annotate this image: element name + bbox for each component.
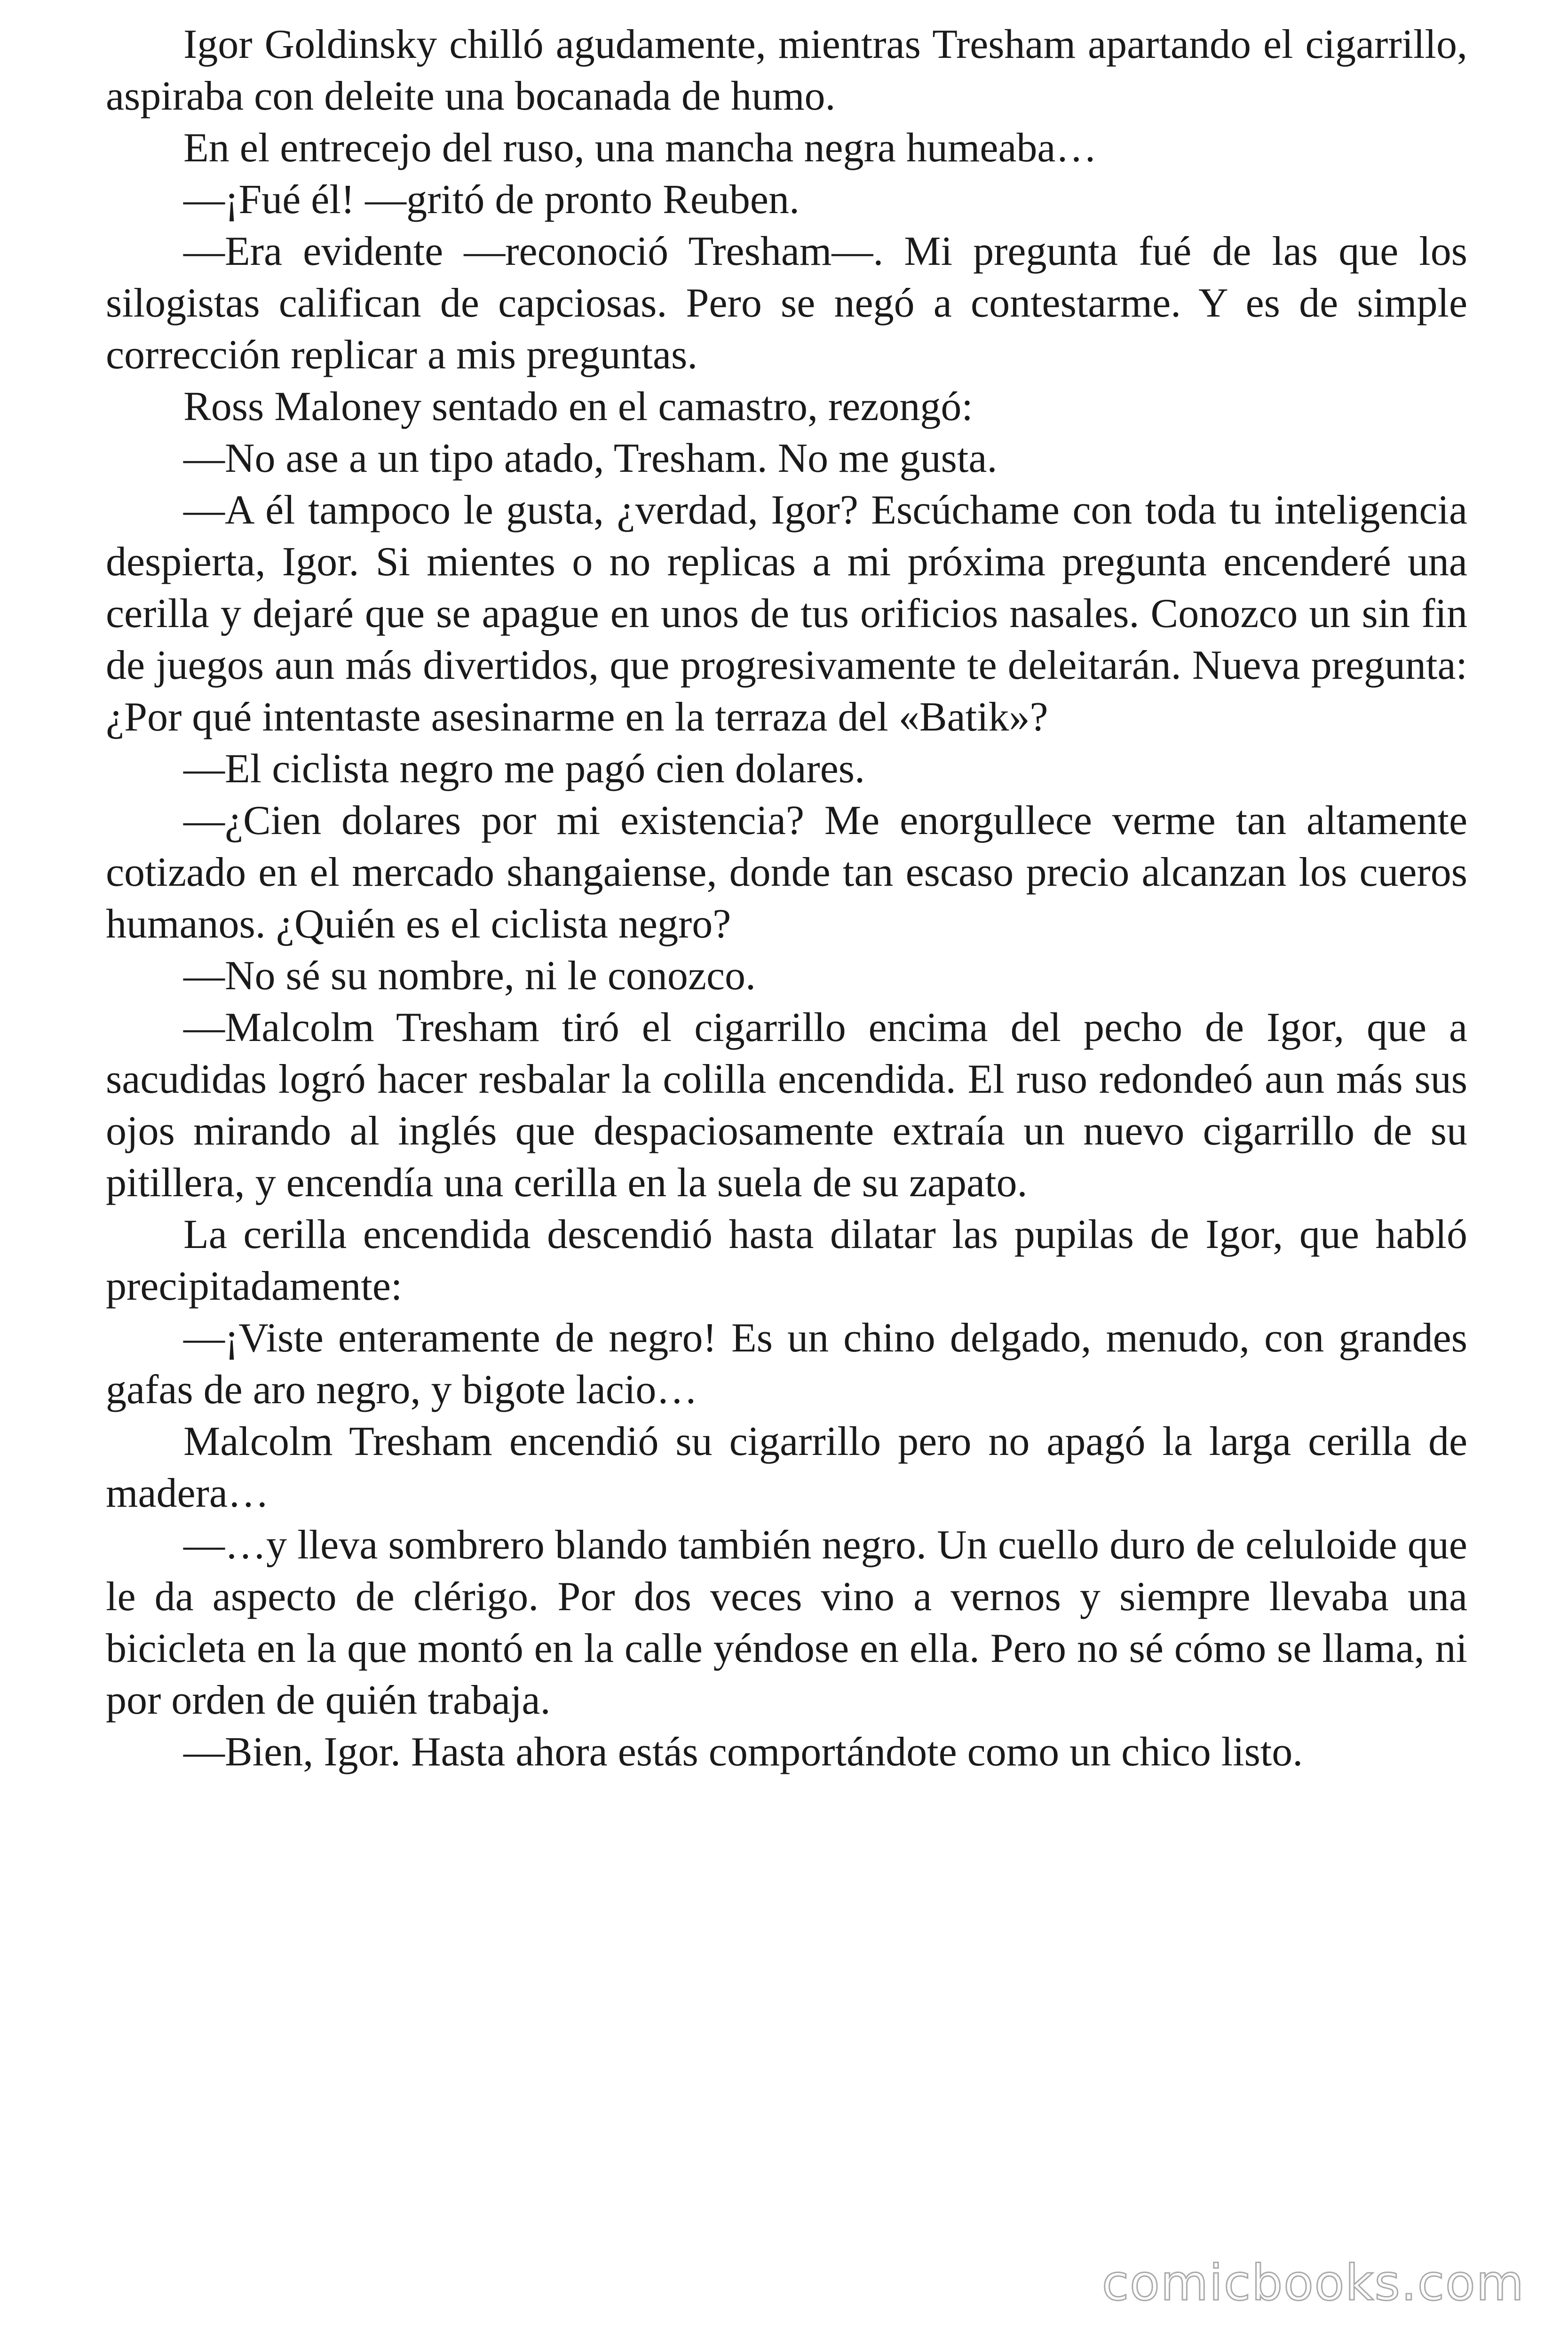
page-body-text [106, 19, 1467, 1778]
paragraph: —Era evidente —reconoció Tresham—. Mi pregunta fué de las que los silogistas califican de capciosas. Pero se negó a contestarme. Y es de simple corrección replicar a mis preguntas. [106, 229, 1467, 378]
paragraph: —El ciclista negro me pagó cien dolares. [183, 746, 865, 792]
paragraph: —¿Cien dolares por mi existencia? Me enorgullece verme tan altamente cotizado en el mercado shangaiense, donde tan escaso precio alcanzan los cueros humanos. ¿Quién es el ciclista negro? [106, 798, 1467, 947]
paragraph: En el entrecejo del ruso, una mancha negra humeaba… [183, 125, 1097, 171]
paragraph: Igor Goldinsky chilló agudamente, mientras Tresham apartando el cigarrillo, aspiraba con deleite una bocanada de humo. [106, 22, 1467, 119]
paragraph: —Bien, Igor. Hasta ahora estás comportándote como un chico listo. [183, 1729, 1303, 1775]
paragraph: —¡Fué él! —gritó de pronto Reuben. [183, 177, 800, 222]
paragraph: —No sé su nombre, ni le conozco. [183, 953, 756, 999]
paragraph: —A él tampoco le gusta, ¿verdad, Igor? Escúchame con toda tu inteligencia despierta, Igor. Si mientes o no replicas a mi próxima pregunta encenderé una cerilla y dejaré que se apague en unos de tus orificios nasales. Conozco un sin fin de juegos aun más divertidos, que progresivamente te deleitarán. Nueva pregunta: ¿Por qué intentaste asesinarme en la terraza del «Batik»? [106, 487, 1467, 740]
paragraph: —¡Viste enteramente de negro! Es un chino delgado, menudo, con grandes gafas de aro negro, y bigote lacio… [106, 1315, 1467, 1413]
paragraph: Malcolm Tresham encendió su cigarrillo pero no apagó la larga cerilla de madera… [106, 1419, 1467, 1516]
paragraph: La cerilla encendida descendió hasta dilatar las pupilas de Igor, que habló precipitadamente: [106, 1212, 1467, 1309]
paragraph: —No ase a un tipo atado, Tresham. No me gusta. [183, 436, 998, 481]
paragraph: —…y lleva sombrero blando también negro. Un cuello duro de celuloide que le da aspecto de clérigo. Por dos veces vino a vernos y siempre llevaba una bicicleta en la que montó en la calle yéndose en ella. Pero no sé cómo se llama, ni por orden de quién trabaja. [106, 1522, 1467, 1723]
watermark-logo: comicbooks.com [1101, 2254, 1525, 2312]
paragraph: Ross Maloney sentado en el camastro, rezongó: [183, 384, 973, 429]
paragraph: —Malcolm Tresham tiró el cigarrillo encima del pecho de Igor, que a sacudidas logró hacer resbalar la colilla encendida. El ruso redondeó aun más sus ojos mirando al inglés que despaciosamente extraía un nuevo cigarrillo de su pitillera, y encendía una cerilla en la suela de su zapato. [106, 1005, 1467, 1206]
